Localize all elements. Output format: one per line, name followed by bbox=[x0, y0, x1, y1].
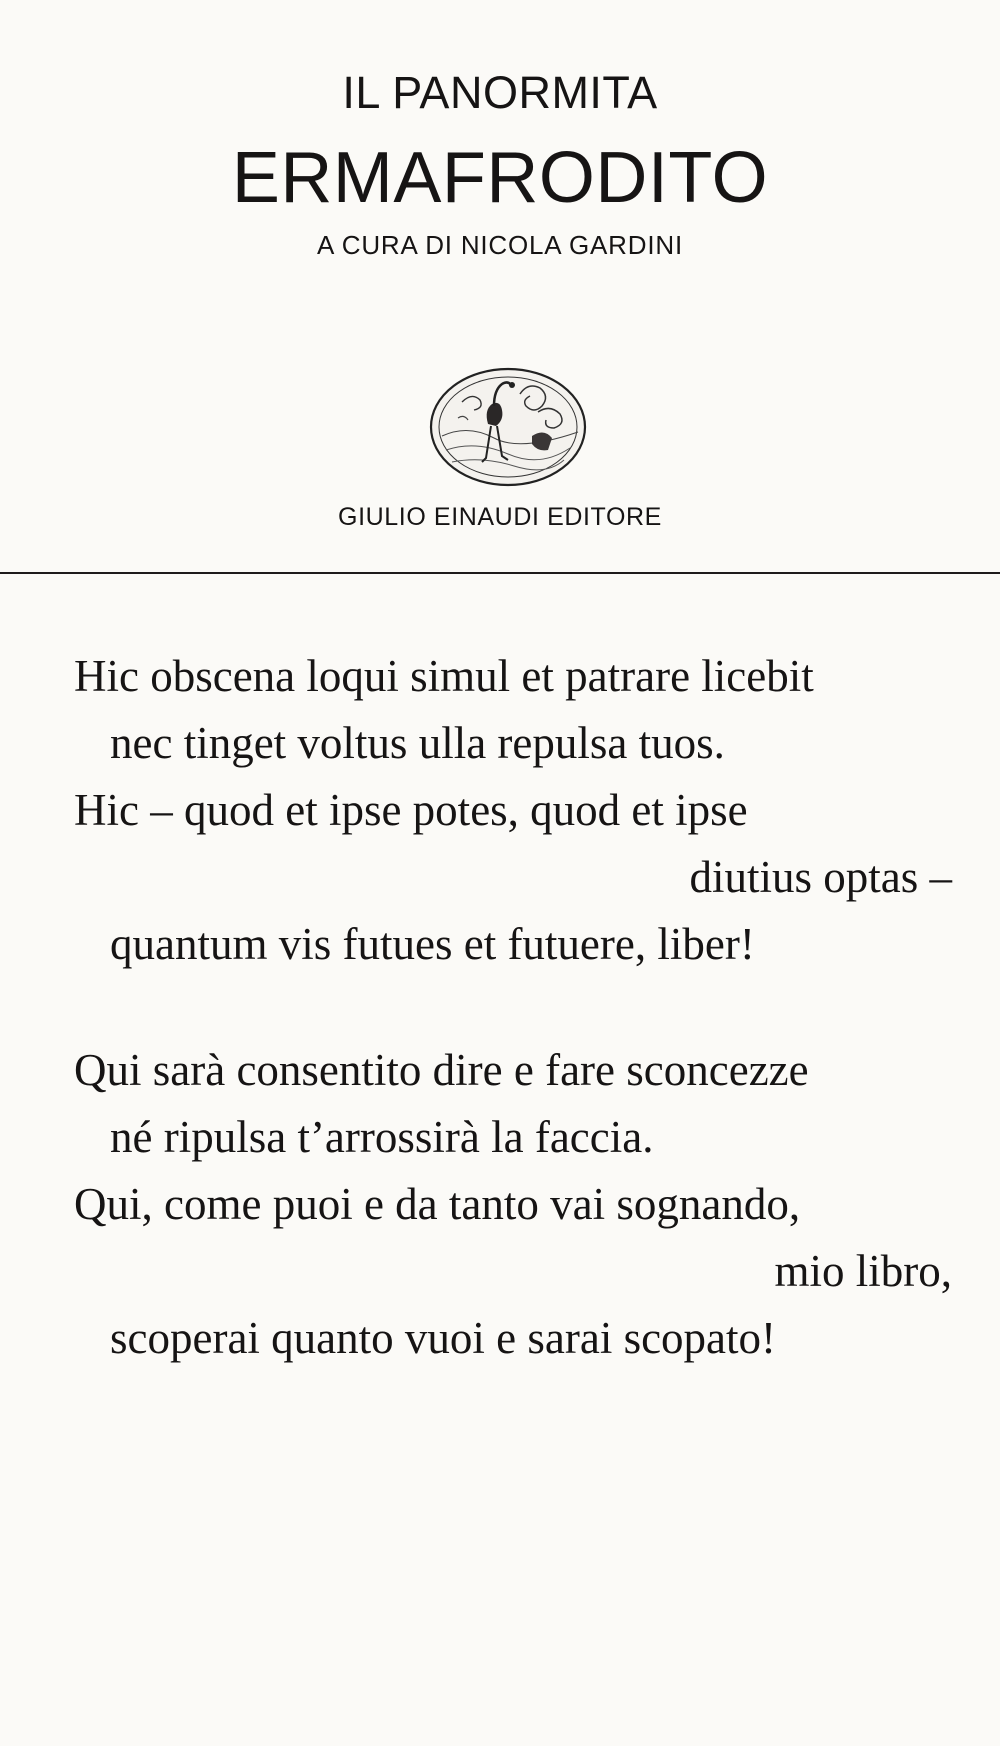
divider-line bbox=[0, 572, 1000, 574]
author-name: IL PANORMITA bbox=[342, 67, 658, 118]
latin-line-1: Hic obscena loqui simul et patrare licebit bbox=[74, 651, 814, 701]
editor-credit: A CURA DI NICOLA GARDINI bbox=[317, 230, 683, 260]
italian-line-1: Qui sarà consentito dire e fare sconcezze bbox=[74, 1045, 809, 1095]
italian-line-5: scoperai quanto vuoi e sarai scopato! bbox=[110, 1313, 777, 1363]
italian-line-3: Qui, come puoi e da tanto vai sognando, bbox=[74, 1179, 801, 1229]
publisher-name: GIULIO EINAUDI EDITORE bbox=[338, 503, 662, 531]
italian-line-4: mio libro, bbox=[774, 1246, 952, 1296]
italian-line-2: né ripulsa t’arrossirà la faccia. bbox=[110, 1112, 654, 1162]
latin-line-4: diutius optas – bbox=[689, 852, 952, 902]
latin-line-2: nec tinget voltus ulla repulsa tuos. bbox=[110, 718, 725, 768]
latin-line-3: Hic – quod et ipse potes, quod et ipse bbox=[74, 785, 748, 835]
ostrich-emblem-icon bbox=[428, 366, 588, 488]
latin-line-5: quantum vis futues et futuere, liber! bbox=[110, 919, 755, 969]
book-title: ERMAFRODITO bbox=[231, 138, 769, 218]
